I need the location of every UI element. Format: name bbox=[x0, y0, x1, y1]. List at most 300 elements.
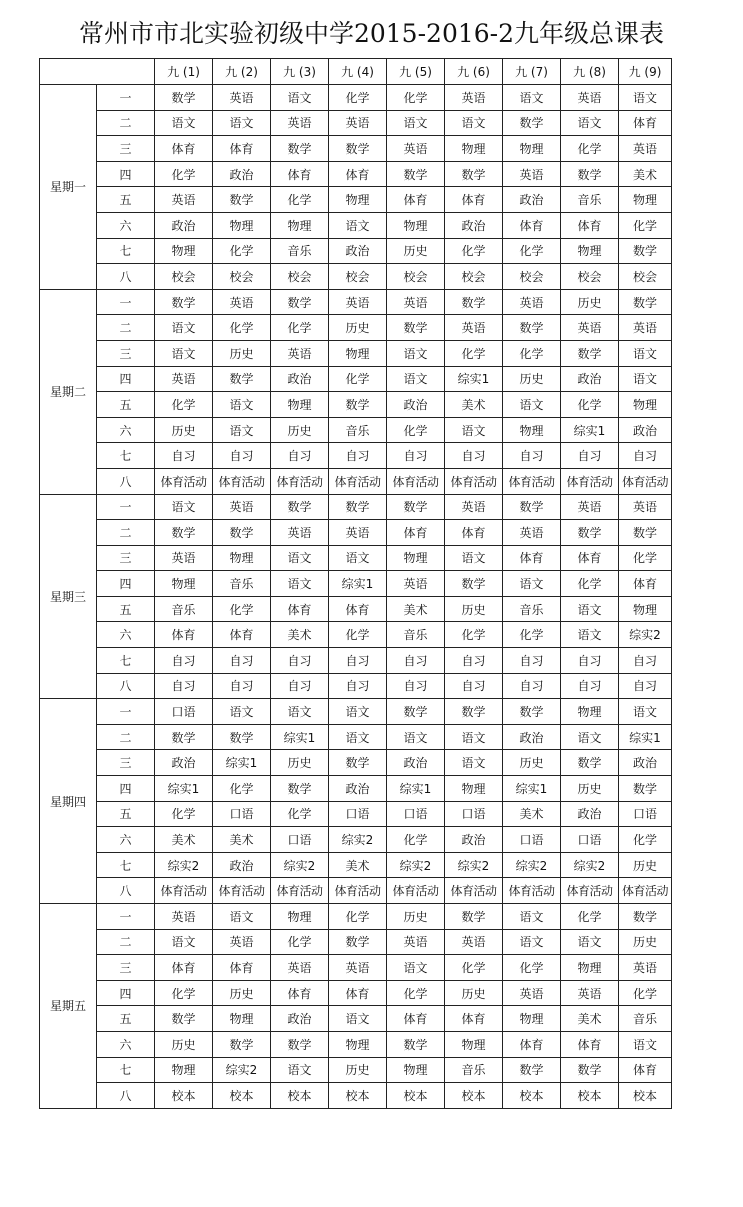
subject-cell: 体育活动 bbox=[619, 878, 672, 904]
subject-cell: 体育 bbox=[503, 1031, 561, 1057]
subject-cell: 语文 bbox=[445, 750, 503, 776]
subject-cell: 综实1 bbox=[213, 750, 271, 776]
subject-cell: 音乐 bbox=[387, 622, 445, 648]
subject-cell: 体育活动 bbox=[213, 468, 271, 494]
subject-cell: 化学 bbox=[503, 340, 561, 366]
subject-cell: 物理 bbox=[213, 545, 271, 571]
table-row bbox=[40, 827, 672, 853]
subject-cell: 数学 bbox=[213, 366, 271, 392]
subject-cell: 自习 bbox=[445, 673, 503, 699]
subject-cell: 体育 bbox=[387, 187, 445, 213]
subject-cell: 语文 bbox=[619, 85, 672, 111]
subject-cell: 语文 bbox=[155, 494, 213, 520]
subject-cell: 英语 bbox=[619, 315, 672, 341]
table-row bbox=[40, 648, 672, 674]
subject-cell: 历史 bbox=[561, 289, 619, 315]
subject-cell: 数学 bbox=[503, 110, 561, 136]
subject-cell: 体育活动 bbox=[271, 468, 329, 494]
day-label: 星期四 bbox=[40, 699, 97, 904]
table-row bbox=[40, 852, 672, 878]
subject-cell: 物理 bbox=[619, 596, 672, 622]
subject-cell: 化学 bbox=[213, 596, 271, 622]
subject-cell: 英语 bbox=[329, 110, 387, 136]
table-row bbox=[40, 750, 672, 776]
period-label: 七 bbox=[97, 852, 155, 878]
subject-cell: 体育 bbox=[155, 622, 213, 648]
subject-cell: 体育 bbox=[387, 520, 445, 546]
period-label: 六 bbox=[97, 622, 155, 648]
subject-cell: 校本 bbox=[619, 1083, 672, 1109]
subject-cell: 体育活动 bbox=[155, 878, 213, 904]
subject-cell: 英语 bbox=[387, 136, 445, 162]
class-header: 九 (7) bbox=[503, 59, 561, 85]
subject-cell: 物理 bbox=[213, 212, 271, 238]
subject-cell: 体育活动 bbox=[619, 468, 672, 494]
subject-cell: 历史 bbox=[213, 340, 271, 366]
subject-cell: 语文 bbox=[445, 545, 503, 571]
subject-cell: 语文 bbox=[387, 340, 445, 366]
subject-cell: 历史 bbox=[619, 852, 672, 878]
subject-cell: 自习 bbox=[155, 648, 213, 674]
subject-cell: 体育活动 bbox=[329, 878, 387, 904]
subject-cell: 体育活动 bbox=[503, 878, 561, 904]
table-row bbox=[40, 1083, 672, 1109]
subject-cell: 口语 bbox=[329, 801, 387, 827]
subject-cell: 化学 bbox=[619, 827, 672, 853]
subject-cell: 历史 bbox=[329, 315, 387, 341]
subject-cell: 物理 bbox=[271, 904, 329, 930]
period-label: 七 bbox=[97, 1057, 155, 1083]
subject-cell: 物理 bbox=[445, 136, 503, 162]
subject-cell: 化学 bbox=[271, 315, 329, 341]
period-label: 八 bbox=[97, 878, 155, 904]
subject-cell: 综实2 bbox=[387, 852, 445, 878]
table-row bbox=[40, 110, 672, 136]
subject-cell: 语文 bbox=[387, 110, 445, 136]
subject-cell: 数学 bbox=[329, 929, 387, 955]
table-row bbox=[40, 212, 672, 238]
subject-cell: 化学 bbox=[503, 955, 561, 981]
subject-cell: 化学 bbox=[155, 801, 213, 827]
subject-cell: 数学 bbox=[445, 289, 503, 315]
subject-cell: 政治 bbox=[155, 212, 213, 238]
subject-cell: 校会 bbox=[155, 264, 213, 290]
table-row bbox=[40, 468, 672, 494]
period-label: 一 bbox=[97, 494, 155, 520]
subject-cell: 综实1 bbox=[271, 724, 329, 750]
subject-cell: 物理 bbox=[329, 187, 387, 213]
subject-cell: 美术 bbox=[387, 596, 445, 622]
subject-cell: 政治 bbox=[619, 417, 672, 443]
table-row bbox=[40, 187, 672, 213]
subject-cell: 语文 bbox=[619, 340, 672, 366]
subject-cell: 物理 bbox=[329, 1031, 387, 1057]
subject-cell: 体育活动 bbox=[561, 468, 619, 494]
subject-cell: 语文 bbox=[329, 545, 387, 571]
subject-cell: 体育活动 bbox=[387, 878, 445, 904]
period-label: 五 bbox=[97, 596, 155, 622]
subject-cell: 英语 bbox=[271, 110, 329, 136]
subject-cell: 物理 bbox=[213, 1006, 271, 1032]
subject-cell: 语文 bbox=[561, 110, 619, 136]
subject-cell: 自习 bbox=[503, 673, 561, 699]
subject-cell: 英语 bbox=[561, 315, 619, 341]
subject-cell: 化学 bbox=[271, 929, 329, 955]
subject-cell: 英语 bbox=[155, 366, 213, 392]
subject-cell: 历史 bbox=[619, 929, 672, 955]
subject-cell: 自习 bbox=[503, 648, 561, 674]
subject-cell: 数学 bbox=[619, 904, 672, 930]
class-header: 九 (5) bbox=[387, 59, 445, 85]
subject-cell: 数学 bbox=[155, 724, 213, 750]
subject-cell: 数学 bbox=[445, 571, 503, 597]
subject-cell: 语文 bbox=[271, 699, 329, 725]
subject-cell: 化学 bbox=[155, 161, 213, 187]
table-row bbox=[40, 724, 672, 750]
subject-cell: 体育 bbox=[619, 1057, 672, 1083]
period-label: 一 bbox=[97, 85, 155, 111]
subject-cell: 英语 bbox=[271, 520, 329, 546]
subject-cell: 物理 bbox=[619, 187, 672, 213]
subject-cell: 语文 bbox=[561, 724, 619, 750]
subject-cell: 数学 bbox=[387, 494, 445, 520]
table-row bbox=[40, 417, 672, 443]
subject-cell: 校本 bbox=[271, 1083, 329, 1109]
subject-cell: 物理 bbox=[155, 238, 213, 264]
table-row bbox=[40, 571, 672, 597]
subject-cell: 美术 bbox=[213, 827, 271, 853]
subject-cell: 化学 bbox=[155, 392, 213, 418]
class-header: 九 (6) bbox=[445, 59, 503, 85]
subject-cell: 数学 bbox=[387, 161, 445, 187]
subject-cell: 美术 bbox=[329, 852, 387, 878]
subject-cell: 综实2 bbox=[503, 852, 561, 878]
period-label: 六 bbox=[97, 212, 155, 238]
subject-cell: 数学 bbox=[155, 1006, 213, 1032]
table-row bbox=[40, 878, 672, 904]
subject-cell: 数学 bbox=[619, 520, 672, 546]
subject-cell: 美术 bbox=[445, 392, 503, 418]
subject-cell: 物理 bbox=[445, 776, 503, 802]
subject-cell: 自习 bbox=[155, 673, 213, 699]
table-row bbox=[40, 1057, 672, 1083]
day-label: 星期二 bbox=[40, 289, 97, 494]
subject-cell: 历史 bbox=[561, 776, 619, 802]
subject-cell: 数学 bbox=[155, 520, 213, 546]
subject-cell: 体育 bbox=[445, 187, 503, 213]
subject-cell: 口语 bbox=[155, 699, 213, 725]
subject-cell: 数学 bbox=[271, 1031, 329, 1057]
table-row bbox=[40, 1031, 672, 1057]
header-row bbox=[40, 59, 672, 85]
period-label: 四 bbox=[97, 161, 155, 187]
subject-cell: 英语 bbox=[445, 315, 503, 341]
subject-cell: 物理 bbox=[561, 955, 619, 981]
subject-cell: 化学 bbox=[213, 776, 271, 802]
subject-cell: 数学 bbox=[503, 1057, 561, 1083]
subject-cell: 体育 bbox=[329, 161, 387, 187]
table-row bbox=[40, 673, 672, 699]
subject-cell: 美术 bbox=[271, 622, 329, 648]
table-row bbox=[40, 289, 672, 315]
subject-cell: 自习 bbox=[619, 443, 672, 469]
subject-cell: 化学 bbox=[329, 904, 387, 930]
subject-cell: 数学 bbox=[155, 289, 213, 315]
subject-cell: 体育 bbox=[213, 136, 271, 162]
subject-cell: 化学 bbox=[503, 238, 561, 264]
subject-cell: 英语 bbox=[155, 904, 213, 930]
table-row bbox=[40, 776, 672, 802]
subject-cell: 校会 bbox=[387, 264, 445, 290]
subject-cell: 体育活动 bbox=[213, 878, 271, 904]
subject-cell: 自习 bbox=[271, 648, 329, 674]
table-row bbox=[40, 136, 672, 162]
subject-cell: 化学 bbox=[329, 622, 387, 648]
subject-cell: 数学 bbox=[155, 85, 213, 111]
subject-cell: 化学 bbox=[445, 238, 503, 264]
subject-cell: 语文 bbox=[271, 545, 329, 571]
subject-cell: 物理 bbox=[503, 1006, 561, 1032]
subject-cell: 自习 bbox=[213, 673, 271, 699]
subject-cell: 政治 bbox=[213, 161, 271, 187]
subject-cell: 英语 bbox=[561, 85, 619, 111]
subject-cell: 综实1 bbox=[503, 776, 561, 802]
period-label: 七 bbox=[97, 648, 155, 674]
subject-cell: 校本 bbox=[387, 1083, 445, 1109]
subject-cell: 化学 bbox=[155, 980, 213, 1006]
subject-cell: 英语 bbox=[503, 980, 561, 1006]
period-label: 五 bbox=[97, 187, 155, 213]
subject-cell: 综实2 bbox=[329, 827, 387, 853]
table-row bbox=[40, 238, 672, 264]
subject-cell: 历史 bbox=[445, 980, 503, 1006]
subject-cell: 美术 bbox=[155, 827, 213, 853]
subject-cell: 语文 bbox=[271, 571, 329, 597]
period-label: 三 bbox=[97, 136, 155, 162]
subject-cell: 语文 bbox=[213, 110, 271, 136]
subject-cell: 体育 bbox=[503, 212, 561, 238]
subject-cell: 英语 bbox=[503, 161, 561, 187]
subject-cell: 英语 bbox=[271, 340, 329, 366]
subject-cell: 美术 bbox=[503, 801, 561, 827]
subject-cell: 英语 bbox=[387, 571, 445, 597]
subject-cell: 语文 bbox=[155, 315, 213, 341]
subject-cell: 历史 bbox=[503, 366, 561, 392]
subject-cell: 数学 bbox=[561, 750, 619, 776]
subject-cell: 英语 bbox=[387, 929, 445, 955]
subject-cell: 英语 bbox=[445, 494, 503, 520]
subject-cell: 数学 bbox=[329, 750, 387, 776]
subject-cell: 英语 bbox=[387, 289, 445, 315]
subject-cell: 历史 bbox=[387, 904, 445, 930]
subject-cell: 数学 bbox=[213, 724, 271, 750]
subject-cell: 语文 bbox=[503, 929, 561, 955]
subject-cell: 数学 bbox=[561, 520, 619, 546]
subject-cell: 语文 bbox=[213, 699, 271, 725]
period-label: 二 bbox=[97, 929, 155, 955]
subject-cell: 化学 bbox=[445, 955, 503, 981]
subject-cell: 英语 bbox=[561, 494, 619, 520]
subject-cell: 音乐 bbox=[213, 571, 271, 597]
subject-cell: 校会 bbox=[561, 264, 619, 290]
subject-cell: 化学 bbox=[561, 136, 619, 162]
subject-cell: 英语 bbox=[155, 545, 213, 571]
subject-cell: 体育活动 bbox=[329, 468, 387, 494]
class-header: 九 (1) bbox=[155, 59, 213, 85]
subject-cell: 化学 bbox=[329, 85, 387, 111]
period-label: 四 bbox=[97, 571, 155, 597]
subject-cell: 语文 bbox=[561, 929, 619, 955]
subject-cell: 自习 bbox=[329, 673, 387, 699]
subject-cell: 政治 bbox=[329, 776, 387, 802]
subject-cell: 语文 bbox=[445, 724, 503, 750]
subject-cell: 化学 bbox=[619, 980, 672, 1006]
subject-cell: 数学 bbox=[619, 776, 672, 802]
subject-cell: 自习 bbox=[329, 648, 387, 674]
table-row bbox=[40, 801, 672, 827]
subject-cell: 政治 bbox=[619, 750, 672, 776]
period-label: 八 bbox=[97, 468, 155, 494]
subject-cell: 口语 bbox=[271, 827, 329, 853]
subject-cell: 自习 bbox=[387, 443, 445, 469]
subject-cell: 自习 bbox=[387, 673, 445, 699]
subject-cell: 语文 bbox=[387, 366, 445, 392]
class-header: 九 (4) bbox=[329, 59, 387, 85]
subject-cell: 数学 bbox=[445, 904, 503, 930]
subject-cell: 体育 bbox=[329, 980, 387, 1006]
subject-cell: 英语 bbox=[445, 85, 503, 111]
subject-cell: 英语 bbox=[503, 520, 561, 546]
subject-cell: 政治 bbox=[271, 1006, 329, 1032]
subject-cell: 自习 bbox=[561, 648, 619, 674]
subject-cell: 政治 bbox=[387, 750, 445, 776]
subject-cell: 自习 bbox=[619, 648, 672, 674]
subject-cell: 物理 bbox=[329, 340, 387, 366]
subject-cell: 体育 bbox=[619, 571, 672, 597]
subject-cell: 综实1 bbox=[445, 366, 503, 392]
period-label: 八 bbox=[97, 264, 155, 290]
subject-cell: 数学 bbox=[503, 315, 561, 341]
period-label: 二 bbox=[97, 110, 155, 136]
subject-cell: 化学 bbox=[619, 212, 672, 238]
subject-cell: 口语 bbox=[445, 801, 503, 827]
table-row bbox=[40, 520, 672, 546]
subject-cell: 体育 bbox=[561, 1031, 619, 1057]
subject-cell: 自习 bbox=[561, 443, 619, 469]
subject-cell: 政治 bbox=[561, 366, 619, 392]
period-label: 六 bbox=[97, 827, 155, 853]
subject-cell: 数学 bbox=[561, 1057, 619, 1083]
subject-cell: 综实2 bbox=[271, 852, 329, 878]
subject-cell: 化学 bbox=[561, 392, 619, 418]
subject-cell: 校本 bbox=[445, 1083, 503, 1109]
table-row bbox=[40, 315, 672, 341]
day-label: 星期三 bbox=[40, 494, 97, 699]
table-row bbox=[40, 596, 672, 622]
timetable-body bbox=[40, 59, 672, 1109]
subject-cell: 校会 bbox=[445, 264, 503, 290]
subject-cell: 音乐 bbox=[445, 1057, 503, 1083]
subject-cell: 综实1 bbox=[619, 724, 672, 750]
subject-cell: 数学 bbox=[271, 776, 329, 802]
subject-cell: 语文 bbox=[271, 1057, 329, 1083]
subject-cell: 英语 bbox=[213, 929, 271, 955]
subject-cell: 物理 bbox=[155, 571, 213, 597]
period-label: 三 bbox=[97, 750, 155, 776]
subject-cell: 口语 bbox=[387, 801, 445, 827]
subject-cell: 语文 bbox=[387, 724, 445, 750]
period-label: 一 bbox=[97, 699, 155, 725]
subject-cell: 英语 bbox=[503, 289, 561, 315]
subject-cell: 英语 bbox=[329, 955, 387, 981]
subject-cell: 体育活动 bbox=[445, 878, 503, 904]
subject-cell: 自习 bbox=[387, 648, 445, 674]
subject-cell: 历史 bbox=[271, 750, 329, 776]
period-label: 一 bbox=[97, 904, 155, 930]
period-label: 六 bbox=[97, 1031, 155, 1057]
subject-cell: 音乐 bbox=[619, 1006, 672, 1032]
class-header: 九 (3) bbox=[271, 59, 329, 85]
subject-cell: 化学 bbox=[387, 85, 445, 111]
subject-cell: 口语 bbox=[619, 801, 672, 827]
subject-cell: 语文 bbox=[619, 1031, 672, 1057]
subject-cell: 自习 bbox=[271, 443, 329, 469]
subject-cell: 数学 bbox=[329, 136, 387, 162]
subject-cell: 英语 bbox=[271, 955, 329, 981]
period-label: 三 bbox=[97, 955, 155, 981]
subject-cell: 体育 bbox=[445, 1006, 503, 1032]
class-header: 九 (8) bbox=[561, 59, 619, 85]
subject-cell: 数学 bbox=[561, 161, 619, 187]
subject-cell: 美术 bbox=[619, 161, 672, 187]
subject-cell: 语文 bbox=[329, 699, 387, 725]
subject-cell: 英语 bbox=[213, 494, 271, 520]
subject-cell: 数学 bbox=[619, 238, 672, 264]
subject-cell: 语文 bbox=[155, 110, 213, 136]
period-label: 四 bbox=[97, 776, 155, 802]
subject-cell: 物理 bbox=[503, 136, 561, 162]
subject-cell: 体育 bbox=[213, 955, 271, 981]
subject-cell: 体育活动 bbox=[445, 468, 503, 494]
subject-cell: 语文 bbox=[503, 904, 561, 930]
subject-cell: 英语 bbox=[619, 494, 672, 520]
subject-cell: 物理 bbox=[445, 1031, 503, 1057]
table-row bbox=[40, 264, 672, 290]
subject-cell: 数学 bbox=[561, 340, 619, 366]
subject-cell: 数学 bbox=[503, 699, 561, 725]
table-row bbox=[40, 545, 672, 571]
subject-cell: 音乐 bbox=[503, 596, 561, 622]
subject-cell: 校本 bbox=[213, 1083, 271, 1109]
day-label: 星期一 bbox=[40, 85, 97, 290]
subject-cell: 数学 bbox=[387, 315, 445, 341]
subject-cell: 化学 bbox=[213, 238, 271, 264]
subject-cell: 政治 bbox=[329, 238, 387, 264]
subject-cell: 语文 bbox=[503, 85, 561, 111]
subject-cell: 数学 bbox=[387, 1031, 445, 1057]
subject-cell: 音乐 bbox=[561, 187, 619, 213]
period-label: 五 bbox=[97, 392, 155, 418]
period-label: 八 bbox=[97, 1083, 155, 1109]
subject-cell: 数学 bbox=[329, 392, 387, 418]
subject-cell: 数学 bbox=[271, 494, 329, 520]
subject-cell: 校会 bbox=[619, 264, 672, 290]
subject-cell: 语文 bbox=[619, 699, 672, 725]
period-label: 三 bbox=[97, 340, 155, 366]
subject-cell: 体育 bbox=[445, 520, 503, 546]
subject-cell: 物理 bbox=[271, 392, 329, 418]
table-row bbox=[40, 904, 672, 930]
